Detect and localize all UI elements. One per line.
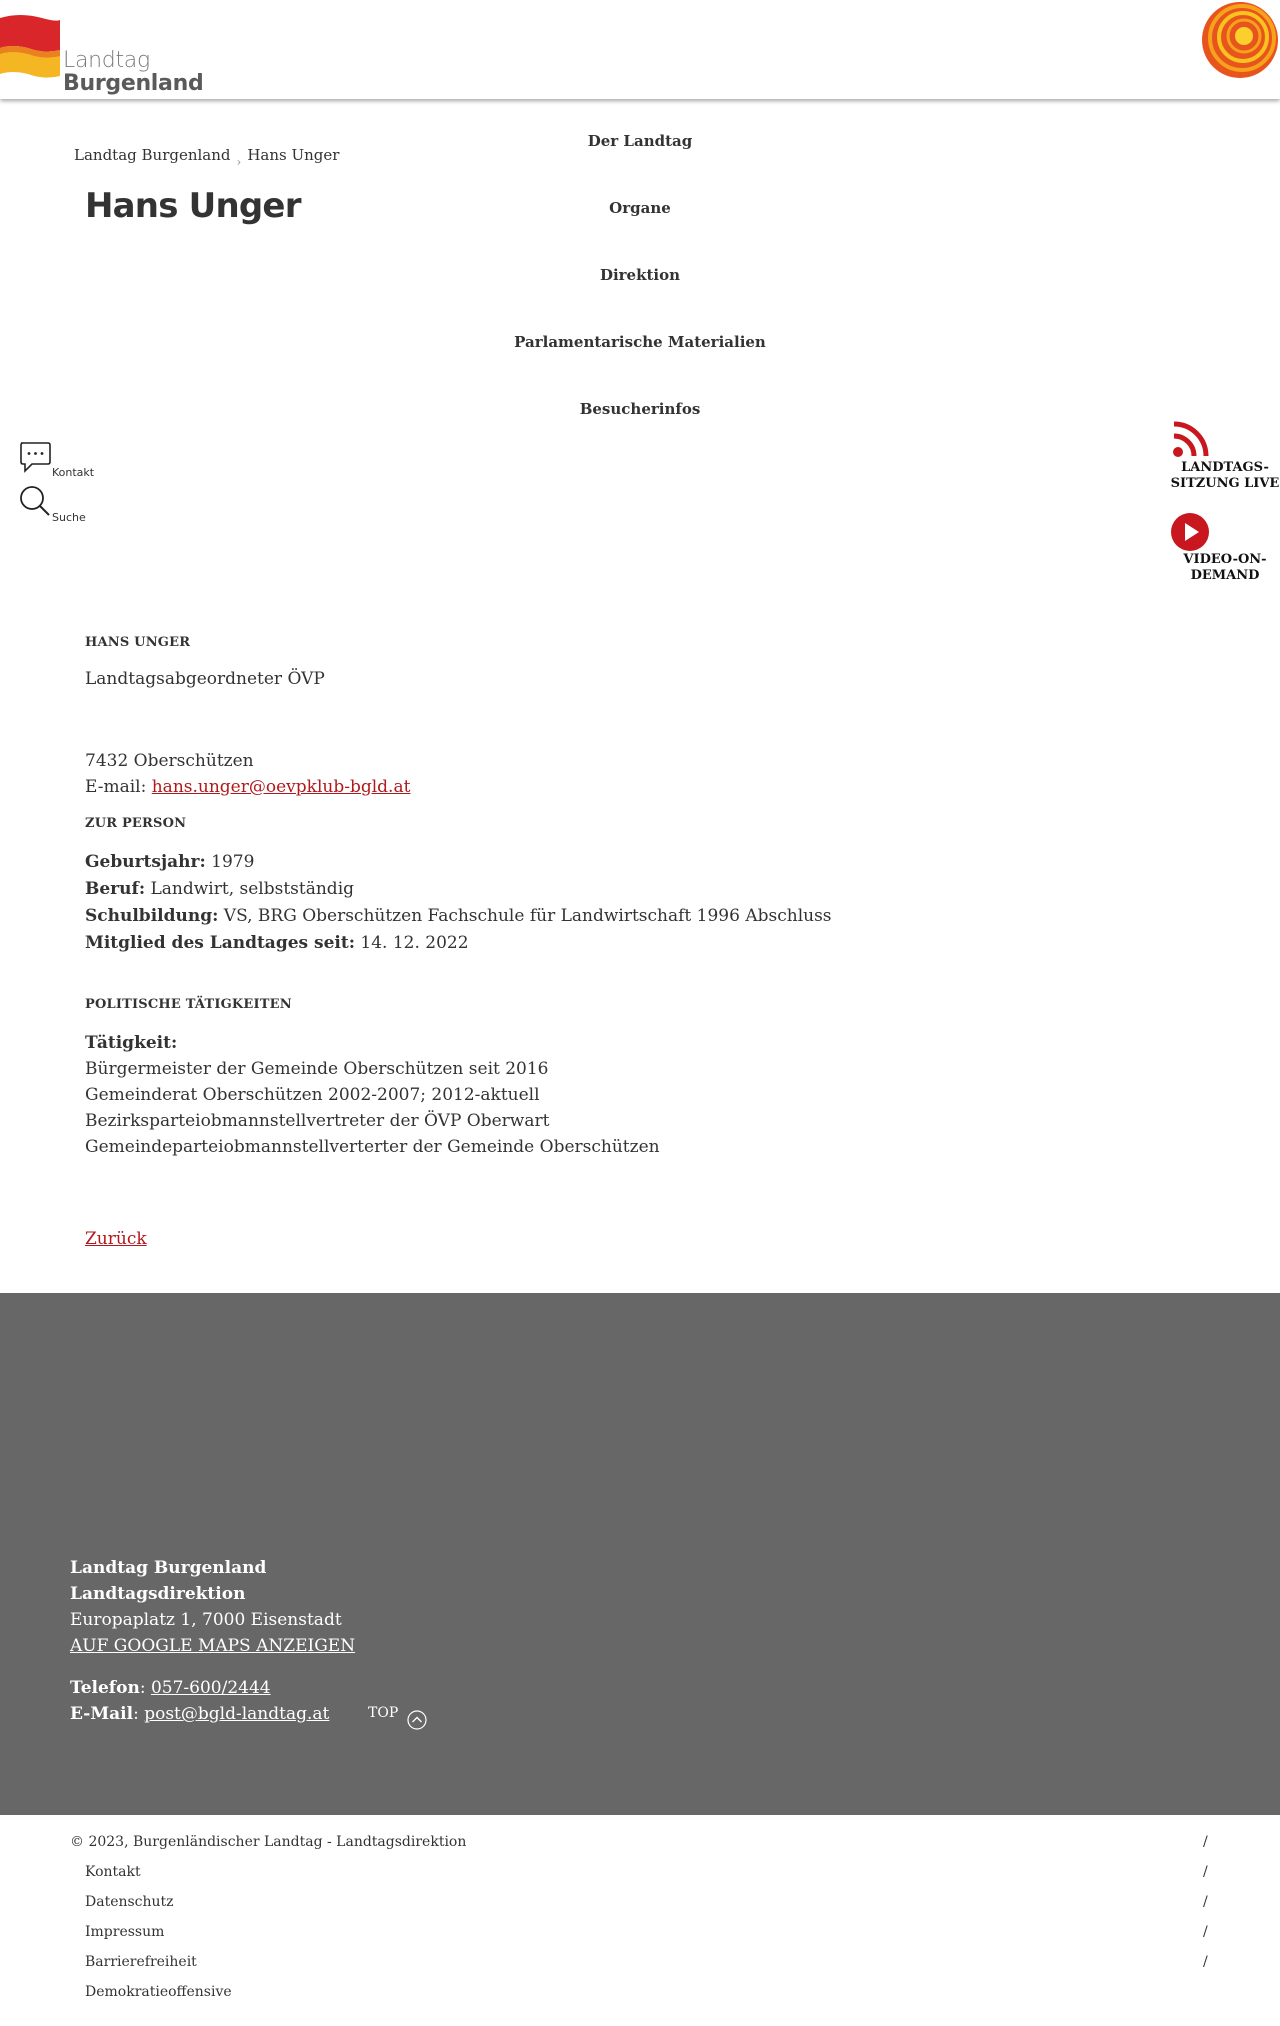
profile-email-row xyxy=(85,777,410,797)
political-item: Bürgermeister der Gemeinde Oberschützen seit 2016 xyxy=(85,1059,549,1079)
political-label: Tätigkeit: xyxy=(85,1033,178,1053)
phone-label: Telefon xyxy=(70,1678,140,1698)
email-link[interactable]: hans.unger@oevpklub-bgld.at xyxy=(151,777,411,797)
person-row-job: Beruf: Landwirt, selbstständig xyxy=(85,879,355,899)
person-row-birth: Geburtsjahr: 1979 xyxy=(85,852,255,872)
breadcrumb-separator: › xyxy=(236,155,242,169)
site-header xyxy=(0,0,1280,99)
chevron-up-icon xyxy=(406,1709,428,1731)
breadcrumb-home[interactable]: Landtag Burgenland xyxy=(74,146,231,164)
link-separator: / xyxy=(1203,1834,1208,1850)
footer-link-demokratieoffensive[interactable]: Demokratieoffensive xyxy=(85,1984,232,2000)
copyright: © 2023, Burgenländischer Landtag - Landtagsdirektion xyxy=(70,1834,467,1850)
nav-item-direktion[interactable]: Direktion xyxy=(599,266,681,284)
nav-item-der-landtag[interactable]: Der Landtag xyxy=(587,132,693,150)
footer-link-kontakt[interactable]: Kontakt xyxy=(85,1864,141,1880)
top-label: TOP xyxy=(368,1705,399,1721)
breadcrumb-current: Hans Unger xyxy=(247,146,340,164)
profile-address: 7432 Oberschützen xyxy=(85,751,254,771)
person-row-member-since: Mitglied des Landtages seit: 14. 12. 2022 xyxy=(85,933,469,953)
google-maps-link[interactable]: AUF GOOGLE MAPS ANZEIGEN xyxy=(70,1636,356,1656)
sun-logo-icon xyxy=(1196,0,1280,84)
email-label: E-mail: xyxy=(85,777,147,797)
breadcrumb xyxy=(74,146,340,169)
profile-role: Landtagsabgeordneter ÖVP xyxy=(85,669,325,689)
footer xyxy=(0,1293,1280,1815)
political-heading: POLITISCHE TÄTIGKEITEN xyxy=(85,997,292,1012)
nav-item-parlamentarische-materialien[interactable]: Parlamentarische Materialien xyxy=(514,333,766,351)
search-tool[interactable] xyxy=(18,485,86,524)
logo-text-burgenland: Burgenland xyxy=(63,71,204,96)
link-separator: / xyxy=(1203,1894,1208,1910)
logo-text-landtag: Landtag xyxy=(63,48,150,73)
live-session-label: LANDTAGS- SITZUNG LIVE xyxy=(1170,460,1280,491)
footer-email-row: E-Mail: post@bgld-landtag.at xyxy=(70,1704,330,1724)
link-separator: / xyxy=(1203,1864,1208,1880)
footer-email-label: E-Mail xyxy=(70,1704,134,1724)
footer-address: Europaplatz 1, 7000 Eisenstadt xyxy=(70,1610,342,1630)
link-separator: / xyxy=(1203,1954,1208,1970)
person-heading: ZUR PERSON xyxy=(85,816,187,831)
political-item: Gemeindeparteiobmannstellverterter der Gemeinde Oberschützen xyxy=(85,1137,660,1157)
footer-maps-row xyxy=(70,1636,355,1656)
link-separator: / xyxy=(1203,1924,1208,1940)
footer-link-barrierefreiheit[interactable]: Barrierefreiheit xyxy=(85,1954,197,1970)
contact-tool[interactable] xyxy=(18,440,95,479)
bottom-bar xyxy=(0,1815,1280,2026)
person-row-education: Schulbildung: VS, BRG Oberschützen Fachschule für Landwirtschaft 1996 Abschluss xyxy=(85,906,832,926)
flag-icon xyxy=(0,14,62,80)
phone-link[interactable]: 057-600/2444 xyxy=(150,1678,271,1698)
footer-email-link[interactable]: post@bgld-landtag.at xyxy=(144,1704,330,1724)
political-item: Gemeinderat Oberschützen 2002-2007; 2012-aktuell xyxy=(85,1085,540,1105)
back-link[interactable]: Zurück xyxy=(85,1229,147,1249)
political-item: Bezirksparteiobmannstellvertreter der ÖVP Oberwart xyxy=(85,1111,550,1131)
footer-dept: Landtagsdirektion xyxy=(70,1584,246,1604)
rss-icon xyxy=(1172,420,1210,458)
contact-label: Kontakt xyxy=(52,466,95,479)
back-link-row xyxy=(85,1229,147,1249)
profile-heading: HANS UNGER xyxy=(85,635,191,650)
footer-link-datenschutz[interactable]: Datenschutz xyxy=(85,1894,174,1910)
video-on-demand-label: VIDEO-ON- DEMAND xyxy=(1183,552,1267,583)
page-title: Hans Unger xyxy=(85,186,301,226)
footer-link-impressum[interactable]: Impressum xyxy=(85,1924,165,1940)
play-icon xyxy=(1170,512,1210,552)
chat-bubble-icon xyxy=(18,440,52,474)
footer-org: Landtag Burgenland xyxy=(70,1558,267,1578)
search-icon xyxy=(18,485,52,519)
nav-item-besucherinfos[interactable]: Besucherinfos xyxy=(579,400,701,418)
site-logo[interactable] xyxy=(0,14,204,96)
back-to-top-button[interactable] xyxy=(368,1705,398,1721)
nav-item-organe[interactable]: Organe xyxy=(609,199,671,217)
search-label: Suche xyxy=(52,511,86,524)
footer-phone-row: Telefon: 057-600/2444 xyxy=(70,1678,271,1698)
